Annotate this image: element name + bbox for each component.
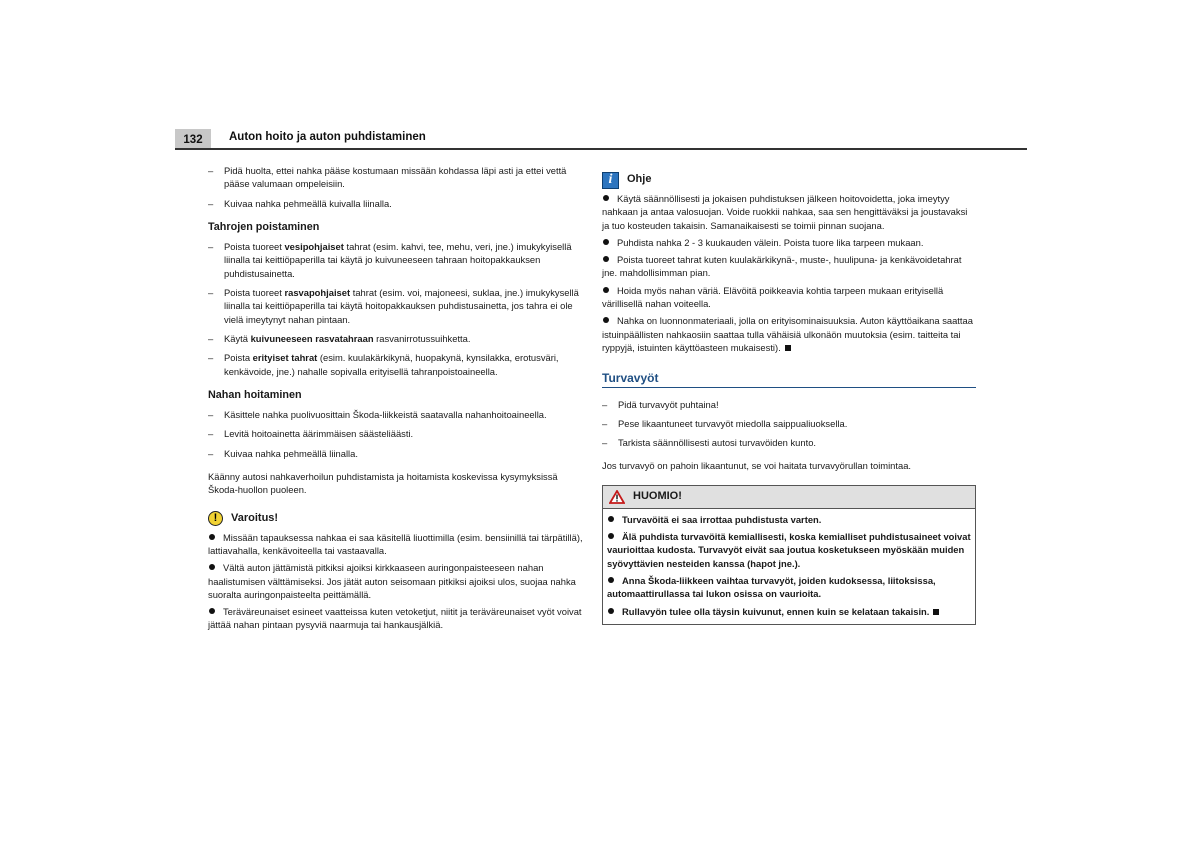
warning-icon: ! [208, 511, 223, 526]
list-item: Älä puhdista turvavöitä kemiallisesti, koska kemialliset puhdistusaineet voivat vaurioittaa kudosta. Turvavyöt eivät saa joutua kosketukseen myöskään muiden syövyttävien nesteiden kanssa (hapot jne.). [607, 531, 971, 569]
bullet-icon [209, 534, 215, 540]
list-item: Käytä säännöllisesti ja jokaisen puhdistuksen jälkeen hoitovoidetta, joka imeytyy nahkaan ja antaa valosuojan. Voide ruokkii nahkaa, saa sen hengittäväksi ja joustavaksi ja tuo kosteuden takaisin. Samanaikaisesti se toimii pinnan suojana. [602, 193, 968, 231]
list-item: Puhdista nahka 2 - 3 kuukauden välein. Poista tuore lika tarpeen mukaan. [602, 236, 976, 249]
list-item: Hoida myös nahan väriä. Elävöitä poikkeavia kohtia tarpeen mukaan erityisellä värillisellä nahan voiteella. [602, 284, 944, 310]
left-column [208, 164, 583, 636]
caution-title: HUOMIO! [633, 490, 682, 503]
ohje-title: Ohje [627, 173, 652, 186]
list-item: – Pidä huolta, ettei nahka pääse kostumaan missään kohdassa läpi asti ja ettei vettä pääse valumaan ompeleisiin. [208, 165, 567, 190]
list-item: Anna Škoda-liikkeen vaihtaa turvavyöt, joiden kudoksessa, liitoksissa, automaattirullassa tai lukon osissa on vaurioita. [607, 574, 936, 600]
list-item: – Käytä kuivuneeseen rasvatahraan rasvanirrotussuihketta. [208, 332, 471, 344]
warning-box [208, 509, 583, 632]
list-item: Nahka on luonnonmateriaali, jolla on erityisominaisuuksia. Auton käyttöaikana saattaa istuinpäällisten nahkaosiin saattaa tulla vähäisiä ulkonäön muutoksia (esim. taitteita tai ryppyjä, istuinten käyttöasteen mukaisesti). [602, 315, 973, 353]
bullet-icon [209, 564, 215, 570]
list-item: – Kuivaa nahka pehmeällä kuivalla liinalla. [208, 197, 392, 209]
page-number: 132 [175, 129, 211, 149]
ohje-box [602, 170, 976, 354]
stains-heading: Tahrojen poistaminen [208, 220, 320, 233]
end-mark-icon [933, 609, 939, 615]
list-item: – Poista erityiset tahrat (esim. kuulakärkikynä, huopakynä, kynsilakka, erotusväri, kenkävoide, jne.) nahalle sopivalla erityisellä tahranpoistoaineella. [208, 352, 559, 377]
list-item: – Levitä hoitoainetta äärimmäisen säästeliäästi. [208, 428, 414, 440]
service-note: Käänny autosi nahkaverhoilun puhdistamista ja hoitamista koskevissa kysymyksissä Škoda-huollon puoleen. [208, 471, 558, 496]
bullet-icon [608, 608, 614, 614]
bullet-icon [603, 239, 609, 245]
list-item: – Pidä turvavyöt puhtaina! [602, 398, 719, 410]
list-item: Vältä auton jättämistä pitkiksi ajoiksi kirkkaaseen auringonpaisteeseen nahan haalistumisen välttämiseksi. Jos jätät auton seisomaan pitkiksi ajoiksi ulos, suojaa nahka suoralta auringonpaisteelta peittämällä. [208, 562, 576, 600]
list-item: – Käsittele nahka puolivuosittain Škoda-liikkeistä saatavalla nahanhoitoaineella. [208, 409, 547, 421]
bullet-icon [603, 287, 609, 293]
bullet-icon [603, 317, 609, 323]
list-item: Rullavyön tulee olla täysin kuivunut, ennen kuin se kelataan takaisin. [607, 605, 971, 618]
end-mark-icon [785, 345, 791, 351]
list-item: – Poista tuoreet rasvapohjaiset tahrat (esim. voi, majoneesi, suklaa, jne.) imukykysellä liinalla tai keittiöpaperilla tai käytä hoitopakkauksen puhdistusainetta, jos tahra ei ole vielä imeytynyt nahan pintaan. [208, 287, 579, 325]
bullet-icon [608, 577, 614, 583]
bullet-icon [608, 533, 614, 539]
care-heading: Nahan hoitaminen [208, 388, 302, 401]
list-item: Missään tapauksessa nahkaa ei saa käsitellä liuottimilla (esim. bensiinillä tai tärpätillä), lattiavahalla, kenkävoiteella tai vastaavalla. [208, 531, 583, 556]
bullet-icon [608, 516, 614, 522]
list-item: Turvavöitä ei saa irrottaa puhdistusta varten. [607, 513, 971, 526]
caution-triangle-icon [609, 490, 625, 504]
info-icon: i [602, 172, 619, 189]
bullet-icon [603, 195, 609, 201]
right-column [602, 170, 976, 625]
caution-box [602, 485, 976, 625]
list-item: – Pese likaantuneet turvavyöt miedolla saippualiuoksella. [602, 417, 848, 429]
list-item: – Tarkista säännöllisesti autosi turvavöiden kunto. [602, 437, 817, 449]
list-item: – Kuivaa nahka pehmeällä liinalla. [208, 447, 358, 459]
chapter-title: Auton hoito ja auton puhdistaminen [229, 131, 426, 143]
list-item: – Poista tuoreet vesipohjaiset tahrat (esim. kahvi, tee, mehu, veri, jne.) imukykyisellä liinalla tai keittiöpaperilla tai käytä jo kuivuneeseen tahraan hoitopakkauksen puhdistusainetta. [208, 241, 572, 279]
bullet-icon [603, 256, 609, 262]
seatbelts-heading: Turvavyöt [602, 372, 976, 387]
list-item: Poista tuoreet tahrat kuten kuulakärkikynä-, muste-, huulipuna- ja kenkävoidetahrat jne. mahdollisimman pian. [602, 254, 962, 279]
header-rule [175, 148, 1027, 150]
list-item: Teräväreunaiset esineet vaatteissa kuten vetoketjut, niitit ja teräväreunaiset vyöt voivat jättää nahan pintaan pysyviä naarmuja tai hankausjälkiä. [208, 606, 582, 631]
page-header [175, 129, 1027, 149]
seatbelts-paragraph: Jos turvavyö on pahoin likaantunut, se voi haitata turvavyörullan toimintaa. [602, 460, 912, 472]
warning-title: Varoitus! [231, 511, 279, 524]
bullet-icon [209, 608, 215, 614]
